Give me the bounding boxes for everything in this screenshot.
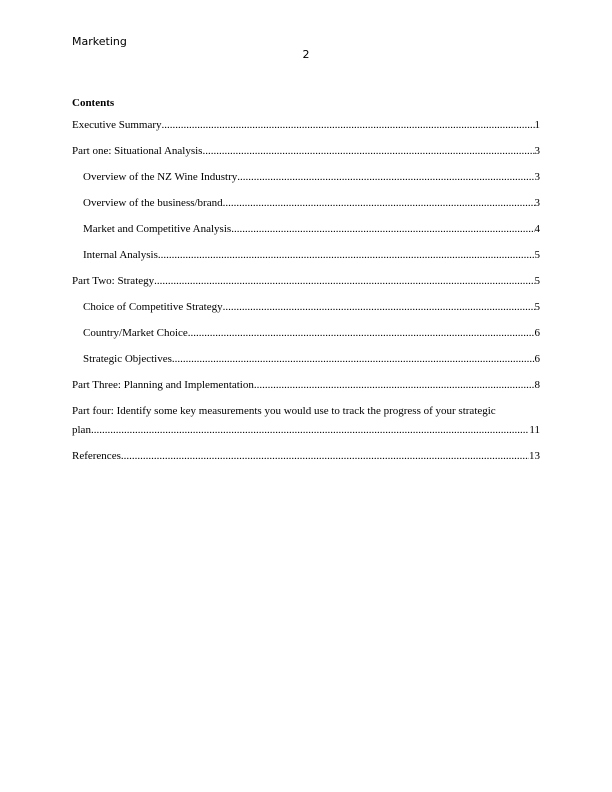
toc-entry-page: 8 — [534, 379, 540, 391]
toc-entry-title: Internal Analysis — [83, 249, 158, 261]
toc-entry-page: 3 — [534, 197, 540, 209]
toc-entry-title: Strategic Objectives — [83, 353, 172, 365]
toc-entry-title-line2: plan — [72, 424, 91, 436]
toc-entry-strategic-objectives[interactable] — [72, 353, 540, 366]
toc-leader-dots — [188, 327, 535, 340]
toc-entry-page: 5 — [534, 249, 540, 261]
toc-entry-references[interactable] — [72, 450, 540, 463]
page-number: 2 — [302, 48, 310, 61]
toc-entry-page: 1 — [534, 119, 540, 131]
toc-entry-nz-wine-industry[interactable] — [72, 171, 540, 184]
toc-entry-part-four[interactable] — [72, 405, 540, 437]
toc-entry-page: 5 — [534, 301, 540, 313]
toc-entry-title: Executive Summary — [72, 119, 162, 131]
toc-entry-title: Part Two: Strategy — [72, 275, 155, 287]
toc-leader-dots — [254, 379, 535, 392]
toc-entry-title: Part one: Situational Analysis — [72, 145, 203, 157]
toc-entry-page: 4 — [534, 223, 540, 235]
toc-leader-dots — [172, 353, 535, 366]
toc-entry-market-competitive[interactable] — [72, 223, 540, 236]
toc-entry-internal-analysis[interactable] — [72, 249, 540, 262]
toc-entry-title: Market and Competitive Analysis — [83, 223, 232, 235]
toc-leader-dots — [154, 275, 534, 288]
toc-entry-title: Part Three: Planning and Implementation — [72, 379, 254, 391]
running-header: Marketing — [72, 35, 127, 48]
toc-entry-page: 3 — [534, 145, 540, 157]
toc-leader-dots — [223, 301, 535, 314]
toc-heading: Contents — [72, 97, 115, 109]
toc-leader-dots — [91, 424, 529, 437]
table-of-contents — [72, 97, 540, 476]
toc-leader-dots — [202, 145, 534, 158]
toc-entry-part-one[interactable] — [72, 145, 540, 158]
toc-leader-dots — [237, 171, 534, 184]
toc-entry-title: Overview of the NZ Wine Industry — [83, 171, 238, 183]
toc-entry-page: 13 — [529, 450, 540, 462]
toc-entry-page: 3 — [534, 171, 540, 183]
toc-entry-title: Choice of Competitive Strategy — [83, 301, 223, 313]
toc-entry-country-market[interactable] — [72, 327, 540, 340]
toc-entry-page: 6 — [534, 353, 540, 365]
toc-entry-page: 6 — [534, 327, 540, 339]
toc-entry-executive-summary[interactable] — [72, 119, 540, 132]
toc-entry-title: Overview of the business/brand — [83, 197, 223, 209]
toc-entry-title-line1: Part four: Identify some key measurements you would use to track the progress of your strategic — [72, 405, 496, 417]
toc-leader-dots — [223, 197, 535, 210]
toc-entry-part-three[interactable] — [72, 379, 540, 392]
toc-entry-page: 5 — [534, 275, 540, 287]
toc-leader-dots — [121, 450, 529, 463]
toc-entry-page: 11 — [529, 424, 540, 436]
toc-entry-business-brand[interactable] — [72, 197, 540, 210]
toc-leader-dots — [162, 119, 535, 132]
toc-entry-title: Country/Market Choice — [83, 327, 188, 339]
toc-leader-dots — [231, 223, 534, 236]
toc-entry-competitive-strategy[interactable] — [72, 301, 540, 314]
toc-entry-part-two[interactable] — [72, 275, 540, 288]
toc-entry-title: References — [72, 450, 121, 462]
toc-leader-dots — [158, 249, 535, 262]
